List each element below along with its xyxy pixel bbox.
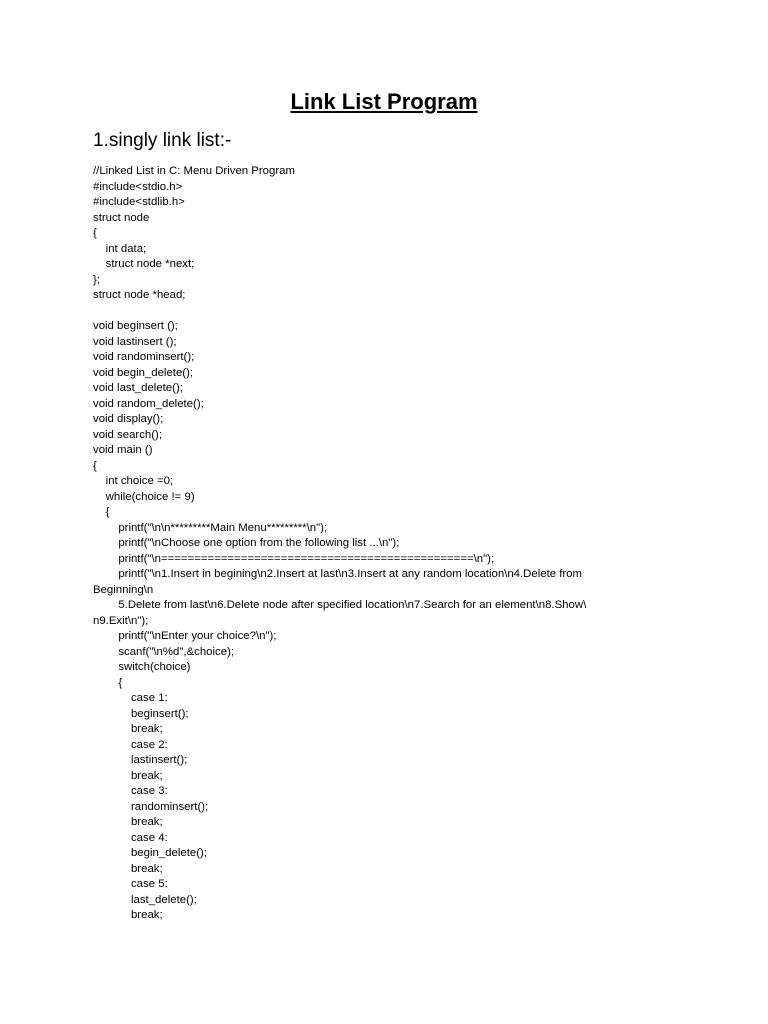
code-line: printf("\nEnter your choice?\n"); [93, 630, 277, 642]
code-line: case 3: [93, 785, 168, 797]
code-line: lastinsert(); [93, 754, 188, 766]
code-line: { [93, 459, 97, 472]
code-line: void beginsert (); [93, 320, 178, 332]
code-line [93, 304, 653, 320]
code-line: { [93, 227, 97, 239]
code-line: while(choice != 9) [93, 490, 195, 503]
code-listing [93, 164, 653, 924]
code-line: last_delete(); [93, 893, 197, 906]
code-line: //Linked List in C: Menu Driven Program [93, 165, 295, 177]
code-line: printf("\n===============================================\n"); [93, 552, 495, 565]
code-line: printf("\n1.Insert in begining\n2.Insert at last\n3.Insert at any random location\n4.Delete from [93, 568, 583, 580]
code-line: case 2: [93, 738, 168, 751]
code-line: void display(); [93, 413, 164, 425]
code-line: scanf("\n%d",&choice); [93, 645, 235, 658]
code-line: begin_delete(); [93, 847, 207, 859]
code-line: #include<stdlib.h> [93, 196, 185, 208]
code-line: struct node [93, 211, 150, 224]
code-line: void lastinsert (); [93, 335, 177, 348]
code-line: int data; [93, 242, 147, 255]
code-line: case 5: [93, 878, 168, 890]
code-line: break; [93, 723, 163, 735]
document-title: Link List Program [290, 89, 478, 114]
code-line: printf("\nChoose one option from the following list ...\n"); [93, 537, 400, 549]
code-line: switch(choice) [93, 661, 191, 673]
code-line: n9.Exit\n"); [93, 614, 149, 627]
code-line: void randominsert(); [93, 351, 195, 363]
code-line: beginsert(); [93, 707, 189, 720]
code-line: { [93, 506, 110, 518]
code-line: break; [93, 769, 163, 782]
code-line: break; [93, 816, 163, 828]
code-line: int choice =0; [93, 475, 174, 487]
code-line: void begin_delete(); [93, 366, 194, 379]
code-line: break; [93, 862, 163, 875]
code-line: case 1: [93, 692, 168, 704]
code-line: randominsert(); [93, 800, 209, 813]
code-line: break; [93, 909, 163, 921]
code-line: 5.Delete from last\n6.Delete node after specified location\n7.Search for an element\n8.Show\ [93, 599, 587, 611]
code-line: }; [93, 273, 100, 286]
section-heading: 1.singly link list:- [93, 130, 232, 151]
code-line: printf("\n\n*********Main Menu*********\n"); [93, 521, 328, 534]
code-line: #include<stdio.h> [93, 180, 183, 193]
code-line: void main () [93, 444, 153, 456]
code-line: { [93, 676, 123, 689]
code-line: void random_delete(); [93, 397, 204, 410]
code-line: case 4: [93, 831, 168, 844]
code-line: void search(); [93, 428, 163, 441]
code-line: struct node *next; [93, 258, 195, 270]
code-line: void last_delete(); [93, 382, 183, 394]
code-line: Beginning\n [93, 583, 154, 596]
code-line: struct node *head; [93, 289, 186, 301]
